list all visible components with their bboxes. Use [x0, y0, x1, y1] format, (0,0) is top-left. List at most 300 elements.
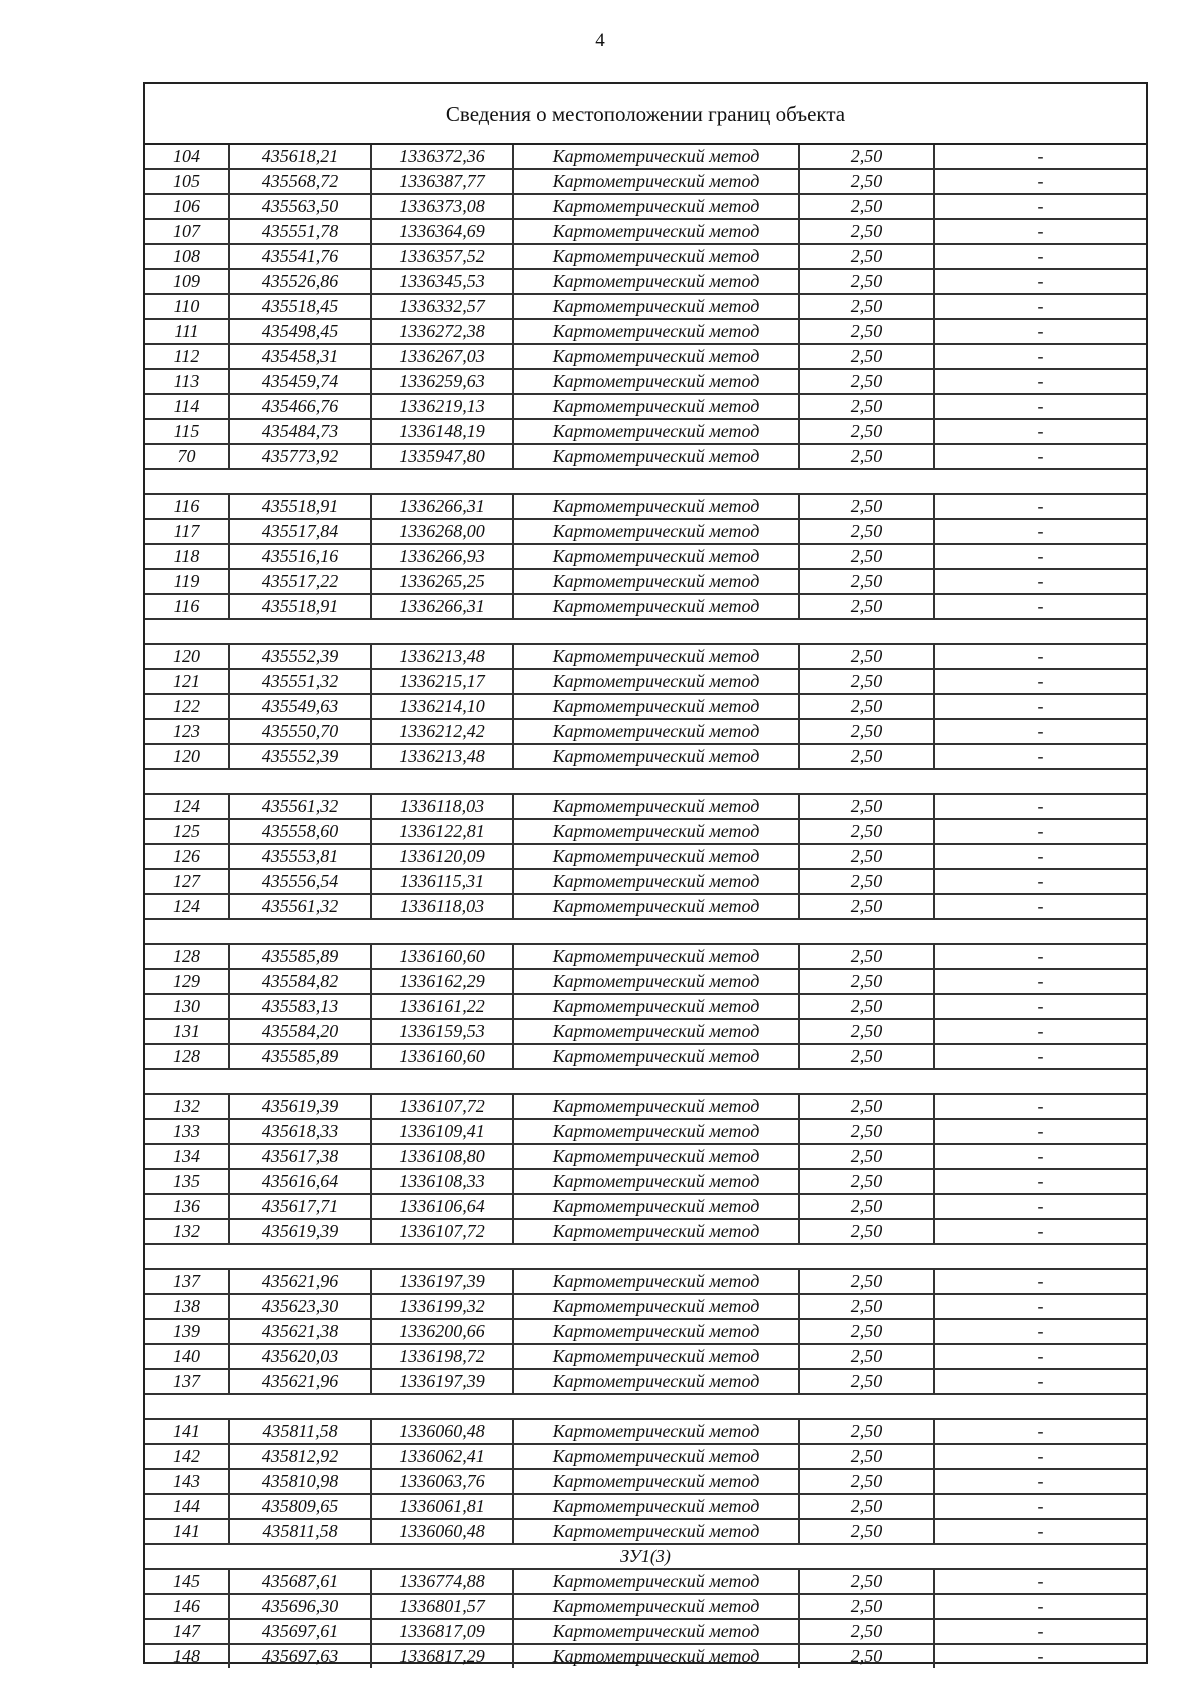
x-coordinate-cell: 435466,76	[228, 395, 370, 418]
accuracy-cell: 2,50	[798, 1195, 933, 1218]
table-row	[145, 1170, 1146, 1195]
x-coordinate-cell: 435551,32	[228, 670, 370, 693]
accuracy-cell: 2,50	[798, 1420, 933, 1443]
point-number-cell: 132	[173, 1096, 200, 1116]
y-coordinate-cell: 1336272,38	[370, 320, 512, 343]
point-number-cell: 126	[173, 846, 200, 866]
method-cell: Картометрический метод	[512, 1270, 798, 1293]
separator-row	[145, 620, 1146, 645]
method-cell: Картометрический метод	[512, 1120, 798, 1143]
table-row	[145, 1520, 1146, 1545]
accuracy-cell: 2,50	[798, 1320, 933, 1343]
x-coordinate-cell: 435541,76	[228, 245, 370, 268]
y-coordinate-cell: 1336148,19	[370, 420, 512, 443]
point-number-cell: 135	[173, 1171, 200, 1191]
y-coordinate-cell: 1336199,32	[370, 1295, 512, 1318]
accuracy-cell: 2,50	[798, 1645, 933, 1668]
description-cell: -	[933, 795, 1146, 818]
table-row	[145, 1595, 1146, 1620]
method-cell: Картометрический метод	[512, 295, 798, 318]
y-coordinate-cell: 1336120,09	[370, 845, 512, 868]
table-row	[145, 520, 1146, 545]
description-cell: -	[933, 745, 1146, 768]
method-cell: Картометрический метод	[512, 945, 798, 968]
method-cell: Картометрический метод	[512, 245, 798, 268]
table-row	[145, 220, 1146, 245]
description-cell: -	[933, 820, 1146, 843]
point-number-cell: 132	[173, 1221, 200, 1241]
accuracy-cell: 2,50	[798, 870, 933, 893]
method-cell: Картометрический метод	[512, 1045, 798, 1068]
description-cell: -	[933, 995, 1146, 1018]
point-number-cell: 134	[173, 1146, 200, 1166]
y-coordinate-cell: 1336212,42	[370, 720, 512, 743]
method-cell: Картометрический метод	[512, 1320, 798, 1343]
description-cell: -	[933, 720, 1146, 743]
point-number-cell: 138	[173, 1296, 200, 1316]
table-row	[145, 295, 1146, 320]
description-cell: -	[933, 1170, 1146, 1193]
table-row	[145, 1445, 1146, 1470]
x-coordinate-cell: 435517,84	[228, 520, 370, 543]
section-label: ЗУ1(3)	[620, 1546, 671, 1566]
table-row	[145, 995, 1146, 1020]
accuracy-cell: 2,50	[798, 895, 933, 918]
accuracy-cell: 2,50	[798, 1470, 933, 1493]
accuracy-cell: 2,50	[798, 720, 933, 743]
description-cell: -	[933, 670, 1146, 693]
accuracy-cell: 2,50	[798, 1370, 933, 1393]
table-row	[145, 545, 1146, 570]
description-cell: -	[933, 645, 1146, 668]
description-cell: -	[933, 1345, 1146, 1368]
method-cell: Картометрический метод	[512, 545, 798, 568]
accuracy-cell: 2,50	[798, 1220, 933, 1243]
x-coordinate-cell: 435458,31	[228, 345, 370, 368]
method-cell: Картометрический метод	[512, 1370, 798, 1393]
description-cell: -	[933, 945, 1146, 968]
description-cell: -	[933, 545, 1146, 568]
point-number-cell: 118	[173, 546, 200, 566]
point-number-cell: 121	[173, 671, 200, 691]
table-row	[145, 420, 1146, 445]
x-coordinate-cell: 435553,81	[228, 845, 370, 868]
method-cell: Картометрический метод	[512, 1295, 798, 1318]
accuracy-cell: 2,50	[798, 395, 933, 418]
accuracy-cell: 2,50	[798, 520, 933, 543]
method-cell: Картометрический метод	[512, 420, 798, 443]
accuracy-cell: 2,50	[798, 545, 933, 568]
table-row	[145, 1345, 1146, 1370]
point-number-cell: 137	[173, 1271, 200, 1291]
description-cell: -	[933, 370, 1146, 393]
accuracy-cell: 2,50	[798, 495, 933, 518]
method-cell: Картометрический метод	[512, 1170, 798, 1193]
method-cell: Картометрический метод	[512, 795, 798, 818]
x-coordinate-cell: 435687,61	[228, 1570, 370, 1593]
x-coordinate-cell: 435561,32	[228, 895, 370, 918]
description-cell: -	[933, 445, 1146, 468]
y-coordinate-cell: 1336259,63	[370, 370, 512, 393]
accuracy-cell: 2,50	[798, 595, 933, 618]
table-row	[145, 845, 1146, 870]
method-cell: Картометрический метод	[512, 870, 798, 893]
y-coordinate-cell: 1336214,10	[370, 695, 512, 718]
y-coordinate-cell: 1336373,08	[370, 195, 512, 218]
x-coordinate-cell: 435585,89	[228, 1045, 370, 1068]
description-cell: -	[933, 1045, 1146, 1068]
x-coordinate-cell: 435811,58	[228, 1520, 370, 1543]
accuracy-cell: 2,50	[798, 645, 933, 668]
table-row	[145, 820, 1146, 845]
method-cell: Картометрический метод	[512, 595, 798, 618]
point-number-cell: 148	[173, 1646, 200, 1666]
table-row	[145, 1220, 1146, 1245]
method-cell: Картометрический метод	[512, 345, 798, 368]
description-cell: -	[933, 1195, 1146, 1218]
x-coordinate-cell: 435696,30	[228, 1595, 370, 1618]
x-coordinate-cell: 435697,61	[228, 1620, 370, 1643]
y-coordinate-cell: 1336160,60	[370, 1045, 512, 1068]
method-cell: Картометрический метод	[512, 320, 798, 343]
y-coordinate-cell: 1336060,48	[370, 1520, 512, 1543]
y-coordinate-cell: 1336118,03	[370, 795, 512, 818]
y-coordinate-cell: 1336387,77	[370, 170, 512, 193]
y-coordinate-cell: 1336266,31	[370, 495, 512, 518]
point-number-cell: 70	[177, 446, 196, 466]
table-row	[145, 1295, 1146, 1320]
x-coordinate-cell: 435550,70	[228, 720, 370, 743]
y-coordinate-cell: 1336060,48	[370, 1420, 512, 1443]
table-row	[145, 570, 1146, 595]
description-cell: -	[933, 1570, 1146, 1593]
accuracy-cell: 2,50	[798, 170, 933, 193]
description-cell: -	[933, 1145, 1146, 1168]
point-number-cell: 114	[173, 396, 200, 416]
accuracy-cell: 2,50	[798, 1595, 933, 1618]
description-cell: -	[933, 1270, 1146, 1293]
x-coordinate-cell: 435811,58	[228, 1420, 370, 1443]
y-coordinate-cell: 1336268,00	[370, 520, 512, 543]
accuracy-cell: 2,50	[798, 820, 933, 843]
x-coordinate-cell: 435619,39	[228, 1095, 370, 1118]
table-row	[145, 1320, 1146, 1345]
description-cell: -	[933, 270, 1146, 293]
page-number: 4	[595, 30, 605, 51]
method-cell: Картометрический метод	[512, 1020, 798, 1043]
accuracy-cell: 2,50	[798, 1520, 933, 1543]
point-number-cell: 139	[173, 1321, 200, 1341]
y-coordinate-cell: 1336106,64	[370, 1195, 512, 1218]
accuracy-cell: 2,50	[798, 1620, 933, 1643]
point-number-cell: 130	[173, 996, 200, 1016]
description-cell: -	[933, 1320, 1146, 1343]
point-number-cell: 128	[173, 1046, 200, 1066]
point-number-cell: 120	[173, 646, 200, 666]
accuracy-cell: 2,50	[798, 1570, 933, 1593]
accuracy-cell: 2,50	[798, 1020, 933, 1043]
y-coordinate-cell: 1336062,41	[370, 1445, 512, 1468]
point-number-cell: 117	[173, 521, 200, 541]
y-coordinate-cell: 1336197,39	[370, 1370, 512, 1393]
method-cell: Картометрический метод	[512, 1195, 798, 1218]
accuracy-cell: 2,50	[798, 445, 933, 468]
method-cell: Картометрический метод	[512, 695, 798, 718]
table-row	[145, 1045, 1146, 1070]
table-row	[145, 1095, 1146, 1120]
table-row	[145, 495, 1146, 520]
point-number-cell: 124	[173, 796, 200, 816]
table-row	[145, 195, 1146, 220]
point-number-cell: 109	[173, 271, 200, 291]
description-cell: -	[933, 1120, 1146, 1143]
y-coordinate-cell: 1335947,80	[370, 445, 512, 468]
x-coordinate-cell: 435617,71	[228, 1195, 370, 1218]
point-number-cell: 137	[173, 1371, 200, 1391]
x-coordinate-cell: 435621,96	[228, 1370, 370, 1393]
description-cell: -	[933, 1470, 1146, 1493]
description-cell: -	[933, 1295, 1146, 1318]
point-number-cell: 133	[173, 1121, 200, 1141]
y-coordinate-cell: 1336118,03	[370, 895, 512, 918]
y-coordinate-cell: 1336107,72	[370, 1220, 512, 1243]
table-row	[145, 1020, 1146, 1045]
accuracy-cell: 2,50	[798, 1145, 933, 1168]
table-row	[145, 970, 1146, 995]
method-cell: Картометрический метод	[512, 820, 798, 843]
accuracy-cell: 2,50	[798, 1295, 933, 1318]
accuracy-cell: 2,50	[798, 1345, 933, 1368]
method-cell: Картометрический метод	[512, 1095, 798, 1118]
y-coordinate-cell: 1336160,60	[370, 945, 512, 968]
accuracy-cell: 2,50	[798, 945, 933, 968]
separator-row	[145, 1245, 1146, 1270]
x-coordinate-cell: 435549,63	[228, 695, 370, 718]
description-cell: -	[933, 970, 1146, 993]
x-coordinate-cell: 435773,92	[228, 445, 370, 468]
table-row	[145, 1195, 1146, 1220]
method-cell: Картометрический метод	[512, 1445, 798, 1468]
y-coordinate-cell: 1336357,52	[370, 245, 512, 268]
table-row	[145, 895, 1146, 920]
description-cell: -	[933, 570, 1146, 593]
table-body	[145, 145, 1146, 1670]
x-coordinate-cell: 435558,60	[228, 820, 370, 843]
method-cell: Картометрический метод	[512, 495, 798, 518]
table-row	[145, 1270, 1146, 1295]
description-cell: -	[933, 1495, 1146, 1518]
y-coordinate-cell: 1336801,57	[370, 1595, 512, 1618]
table-row	[145, 1645, 1146, 1670]
table-row	[145, 370, 1146, 395]
point-number-cell: 105	[173, 171, 200, 191]
point-number-cell: 142	[173, 1446, 200, 1466]
description-cell: -	[933, 845, 1146, 868]
point-number-cell: 146	[173, 1596, 200, 1616]
y-coordinate-cell: 1336364,69	[370, 220, 512, 243]
method-cell: Картометрический метод	[512, 1520, 798, 1543]
description-cell: -	[933, 1645, 1146, 1668]
y-coordinate-cell: 1336161,22	[370, 995, 512, 1018]
point-number-cell: 106	[173, 196, 200, 216]
description-cell: -	[933, 220, 1146, 243]
y-coordinate-cell: 1336219,13	[370, 395, 512, 418]
table-row	[145, 395, 1146, 420]
x-coordinate-cell: 435618,33	[228, 1120, 370, 1143]
y-coordinate-cell: 1336817,09	[370, 1620, 512, 1643]
method-cell: Картометрический метод	[512, 520, 798, 543]
description-cell: -	[933, 245, 1146, 268]
separator-row	[145, 920, 1146, 945]
point-number-cell: 144	[173, 1496, 200, 1516]
description-cell: -	[933, 195, 1146, 218]
table-row	[145, 1570, 1146, 1595]
y-coordinate-cell: 1336063,76	[370, 1470, 512, 1493]
description-cell: -	[933, 1370, 1146, 1393]
y-coordinate-cell: 1336332,57	[370, 295, 512, 318]
accuracy-cell: 2,50	[798, 195, 933, 218]
method-cell: Картометрический метод	[512, 220, 798, 243]
method-cell: Картометрический метод	[512, 745, 798, 768]
x-coordinate-cell: 435556,54	[228, 870, 370, 893]
accuracy-cell: 2,50	[798, 220, 933, 243]
y-coordinate-cell: 1336198,72	[370, 1345, 512, 1368]
table-row	[145, 1370, 1146, 1395]
point-number-cell: 124	[173, 896, 200, 916]
x-coordinate-cell: 435526,86	[228, 270, 370, 293]
x-coordinate-cell: 435623,30	[228, 1295, 370, 1318]
point-number-cell: 128	[173, 946, 200, 966]
method-cell: Картометрический метод	[512, 895, 798, 918]
description-cell: -	[933, 695, 1146, 718]
point-number-cell: 143	[173, 1471, 200, 1491]
method-cell: Картометрический метод	[512, 995, 798, 1018]
y-coordinate-cell: 1336265,25	[370, 570, 512, 593]
accuracy-cell: 2,50	[798, 1445, 933, 1468]
x-coordinate-cell: 435584,20	[228, 1020, 370, 1043]
point-number-cell: 108	[173, 246, 200, 266]
description-cell: -	[933, 345, 1146, 368]
point-number-cell: 119	[173, 571, 200, 591]
x-coordinate-cell: 435518,91	[228, 595, 370, 618]
description-cell: -	[933, 395, 1146, 418]
description-cell: -	[933, 1445, 1146, 1468]
x-coordinate-cell: 435616,64	[228, 1170, 370, 1193]
description-cell: -	[933, 170, 1146, 193]
method-cell: Картометрический метод	[512, 670, 798, 693]
separator-row	[145, 1070, 1146, 1095]
method-cell: Картометрический метод	[512, 445, 798, 468]
x-coordinate-cell: 435498,45	[228, 320, 370, 343]
table-row	[145, 695, 1146, 720]
x-coordinate-cell: 435552,39	[228, 745, 370, 768]
point-number-cell: 116	[173, 496, 200, 516]
y-coordinate-cell: 1336267,03	[370, 345, 512, 368]
method-cell: Картометрический метод	[512, 1470, 798, 1493]
point-number-cell: 140	[173, 1346, 200, 1366]
x-coordinate-cell: 435517,22	[228, 570, 370, 593]
y-coordinate-cell: 1336213,48	[370, 745, 512, 768]
table-row	[145, 870, 1146, 895]
description-cell: -	[933, 420, 1146, 443]
y-coordinate-cell: 1336061,81	[370, 1495, 512, 1518]
method-cell: Картометрический метод	[512, 1495, 798, 1518]
method-cell: Картометрический метод	[512, 1595, 798, 1618]
y-coordinate-cell: 1336122,81	[370, 820, 512, 843]
table-row	[145, 670, 1146, 695]
method-cell: Картометрический метод	[512, 570, 798, 593]
accuracy-cell: 2,50	[798, 145, 933, 168]
method-cell: Картометрический метод	[512, 1345, 798, 1368]
table-row	[145, 1420, 1146, 1445]
accuracy-cell: 2,50	[798, 420, 933, 443]
table-row	[145, 1470, 1146, 1495]
method-cell: Картометрический метод	[512, 845, 798, 868]
x-coordinate-cell: 435518,91	[228, 495, 370, 518]
y-coordinate-cell: 1336345,53	[370, 270, 512, 293]
table-row	[145, 320, 1146, 345]
x-coordinate-cell: 435563,50	[228, 195, 370, 218]
point-number-cell: 141	[173, 1521, 200, 1541]
table-row	[145, 170, 1146, 195]
y-coordinate-cell: 1336215,17	[370, 670, 512, 693]
table-row	[145, 720, 1146, 745]
method-cell: Картометрический метод	[512, 1620, 798, 1643]
x-coordinate-cell: 435518,45	[228, 295, 370, 318]
table-row	[145, 795, 1146, 820]
method-cell: Картометрический метод	[512, 1220, 798, 1243]
x-coordinate-cell: 435585,89	[228, 945, 370, 968]
y-coordinate-cell: 1336266,31	[370, 595, 512, 618]
description-cell: -	[933, 145, 1146, 168]
point-number-cell: 107	[173, 221, 200, 241]
accuracy-cell: 2,50	[798, 295, 933, 318]
description-cell: -	[933, 1095, 1146, 1118]
description-cell: -	[933, 520, 1146, 543]
y-coordinate-cell: 1336372,36	[370, 145, 512, 168]
method-cell: Картометрический метод	[512, 645, 798, 668]
x-coordinate-cell: 435552,39	[228, 645, 370, 668]
point-number-cell: 141	[173, 1421, 200, 1441]
point-number-cell: 115	[173, 421, 200, 441]
description-cell: -	[933, 1420, 1146, 1443]
accuracy-cell: 2,50	[798, 570, 933, 593]
description-cell: -	[933, 870, 1146, 893]
accuracy-cell: 2,50	[798, 320, 933, 343]
description-cell: -	[933, 1620, 1146, 1643]
accuracy-cell: 2,50	[798, 795, 933, 818]
separator-row	[145, 470, 1146, 495]
table-row	[145, 445, 1146, 470]
point-number-cell: 113	[173, 371, 200, 391]
table-row	[145, 595, 1146, 620]
point-number-cell: 111	[174, 321, 199, 341]
accuracy-cell: 2,50	[798, 695, 933, 718]
x-coordinate-cell: 435583,13	[228, 995, 370, 1018]
method-cell: Картометрический метод	[512, 970, 798, 993]
y-coordinate-cell: 1336115,31	[370, 870, 512, 893]
table-row	[145, 1145, 1146, 1170]
point-number-cell: 147	[173, 1621, 200, 1641]
table-row	[145, 745, 1146, 770]
accuracy-cell: 2,50	[798, 1495, 933, 1518]
accuracy-cell: 2,50	[798, 270, 933, 293]
point-number-cell: 112	[173, 346, 200, 366]
x-coordinate-cell: 435619,39	[228, 1220, 370, 1243]
description-cell: -	[933, 320, 1146, 343]
description-cell: -	[933, 1220, 1146, 1243]
method-cell: Картометрический метод	[512, 170, 798, 193]
